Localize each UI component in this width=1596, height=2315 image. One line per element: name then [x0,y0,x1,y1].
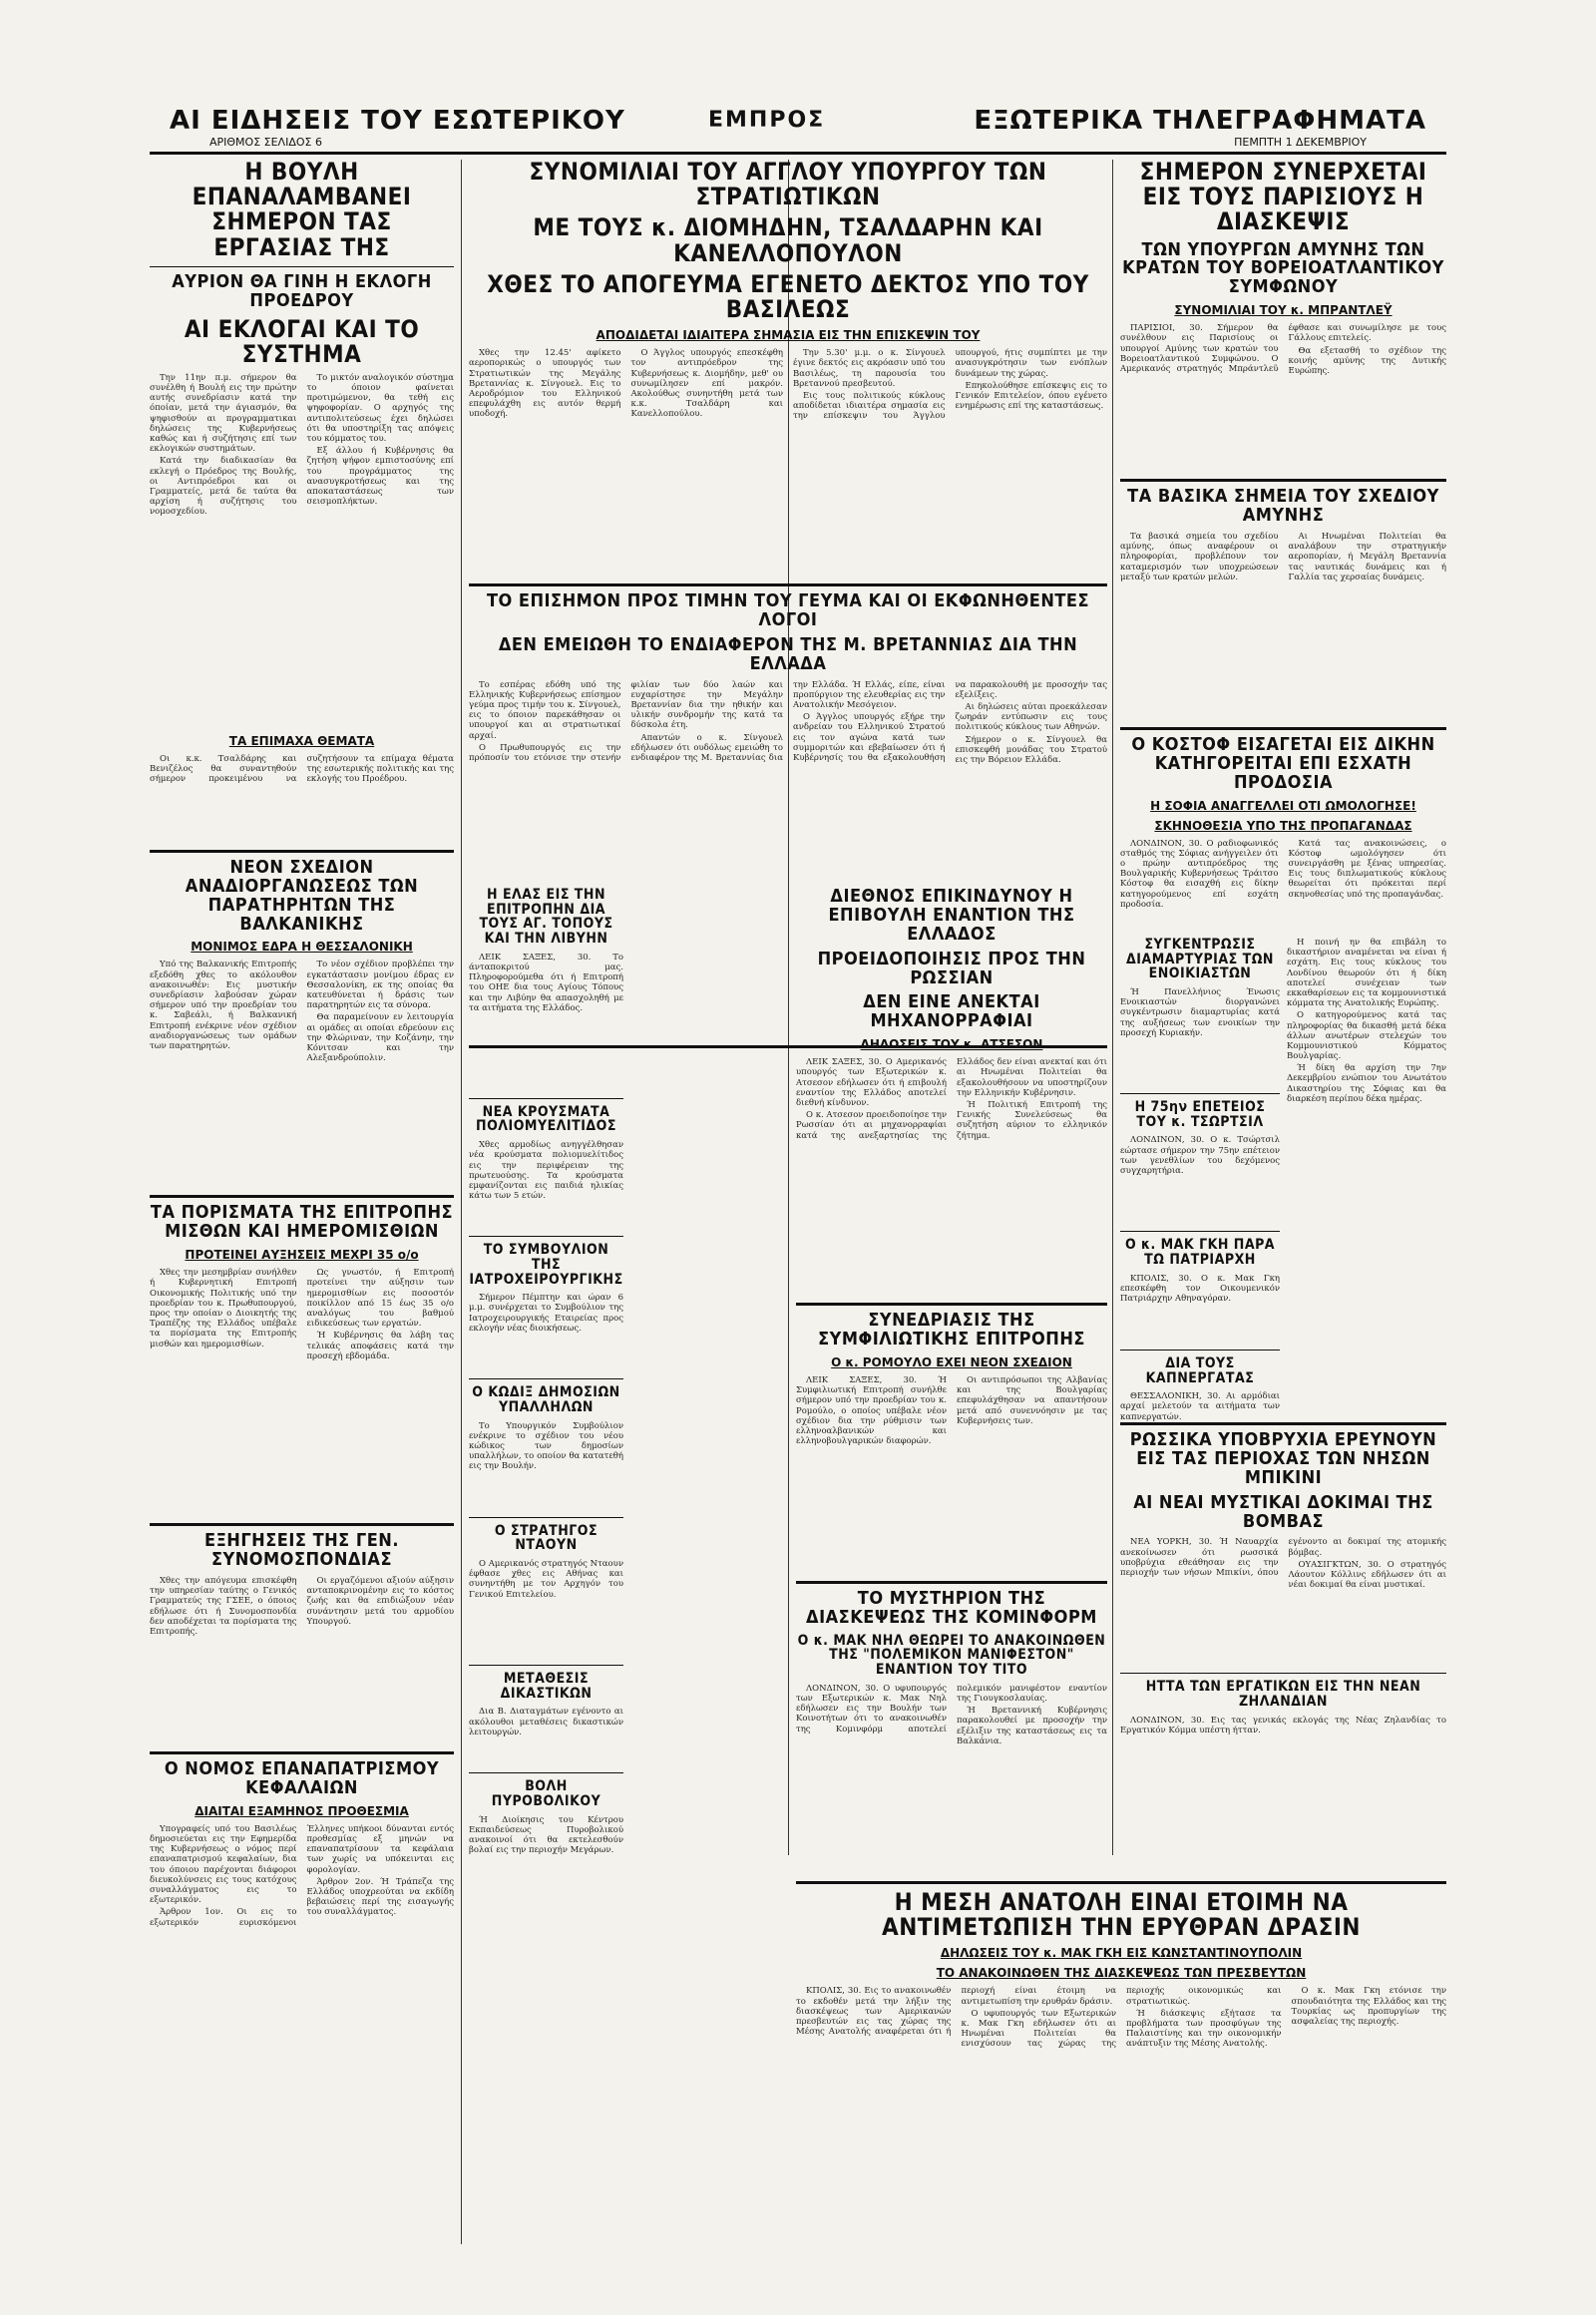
article-body: Το Υπουργικόν Συμβούλιον ενέκρινε το σχέδιον του νέου κώδικος των δημοσίων υπαλλήλων, το οποίον θα κατατεθή εις την Βουλήν. [469,1420,623,1472]
article-body: ΘΕΣΣΑΛΟΝΙΚΗ, 30. Αι αρμόδιαι αρχαί μελετούν τα αιτήματα των καπνεργατών. [1120,1391,1280,1422]
headline-exigiseis: ΕΞΗΓΗΣΕΙΣ ΤΗΣ ΓΕΝ. ΣΥΝΟΜΟΣΠΟΝΔΙΑΣ [204,1530,399,1571]
headline-iatrox: ΤΟ ΣΥΜΒΟΥΛΙΟΝ ΤΗΣ ΙΑΤΡΟΧΕΙΡΟΥΡΓΙΚΗΣ [469,1242,623,1288]
headline-voli: ΒΟΛΗ ΠΥΡΟΒΟΛΙΚΟΥ [491,1778,601,1809]
article-body: ΛΕΙΚ ΣΑΞΕΣ, 30. Το άνταποκριτού μας. Πληροφορούμεθα ότι ή Επιτροπή του ΟΗΕ δια τους Αγίους Τόπους και την Λιβύην θα απασχοληθή με τα αιτήματα της Ελλάδος. [469,952,623,1013]
article-body: Ή Διοίκησις του Κέντρου Εκπαιδεύσεως Πυροβολικού ανακοινοί ότι θα εκτελεσθούν βολαί εις την περιοχήν Μεγάρων. [469,1814,623,1856]
middle-east-article [796,1875,1446,2185]
headline-nomos: Ο ΝΟΜΟΣ ΕΠΑΝΑΠΑΤΡΙΣΜΟΥ ΚΕΦΑΛΑΙΩΝ [164,1758,440,1798]
headline-proeidopoiisis: ΠΡΟΕΙΔΟΠΟΙΗΣΙΣ ΠΡΟΣ ΤΗΝ ΡΩΣΣΙΑΝ [817,948,1086,988]
article-body: Τα βασικά σημεία του σχεδίου αμύνης, όπως αναφέρουν οι πληροφορίαι, προβλέπουν τον καταμερισμόν των υποχρεώσεων μεταξύ των κρατών μελών. Αι Ηνωμέναι Πολιτείαι θα αναλάβουν την στρατηγικήν αεροπορίαν, ή Μεγάλη Βρεταννία τας ναυτικάς δυνάμεις και ή Γαλλία τας χερσαίας δυνάμεις. [1120,532,1446,582]
article-body: Οι κ.κ. Τσαλδάρης και Βενιζέλος θα συναντηθούν σήμερον προκειμένου να συζητήσουν τα επίμαχα θέματα της εσωτερικής πολιτικής και της εκλογής του Προέδρου. [150,753,454,785]
headline-metatheseis: ΜΕΤΑΘΕΣΙΣ ΔΙΚΑΣΤΙΚΩΝ [500,1670,593,1702]
column-divider [461,160,462,2244]
article-body: ΛΟΝΔΙΝΟΝ, 30. Εις τας γενικάς εκλογάς της Νέας Ζηλανδίας το Εργατικόν Κόμμα υπέστη ήτταν. [1120,1715,1446,1736]
headline-kostof: Ο ΚΟΣΤΟΦ ΕΙΣΑΓΕΤΑΙ ΕΙΣ ΔΙΚΗΝ ΚΑΤΗΓΟΡΕΙΤΑΙ ΕΠΙ ΕΣΧΑΤΗ ΠΡΟΔΟΣΙΑ [1131,734,1435,793]
subhead-thessaloniki: ΜΟΝΙΜΟΣ ΕΔΡΑ Η ΘΕΣΣΑΛΟΝΙΚΗ [191,940,413,955]
headline-zilandia: ΗΤΤΑ ΤΩΝ ΕΡΓΑΤΙΚΩΝ ΕΙΣ ΤΗΝ ΝΕΑΝ ΖΗΛΑΝΔΙΑΝ [1145,1679,1421,1711]
headline-ntaoyn: Ο ΣΤΡΑΤΗΓΟΣ ΝΤΑΟΥΝ [494,1522,598,1554]
headline-elas: Η ΕΛΑΣ ΕΙΣ ΤΗΝ ΕΠΙΤΡΟΠΗΝ ΔΙΑ ΤΟΥΣ ΑΓ. ΤΟΠΟΥΣ ΚΑΙ ΤΗΝ ΛΙΒΥΗΝ [479,887,613,948]
page-number-label: ΑΡΙΘΜΟΣ ΣΕΛΙΔΟΣ 6 [209,136,322,149]
masthead-left-title: ΑΙ ΕΙΔΗΣΕΙΣ ΤΟΥ ΕΣΩΤΕΡΙΚΟΥ [170,106,625,136]
headline-dokimai: ΑΙ ΝΕΑΙ ΜΥΣΤΙΚΑΙ ΔΟΚΙΜΑΙ ΤΗΣ ΒΟΜΒΑΣ [1133,1491,1433,1532]
subhead-presbeuton: ΤΟ ΑΝΑΚΟΙΝΩΘΕΝ ΤΗΣ ΔΙΑΣΚΕΨΕΩΣ ΤΩΝ ΠΡΕΣΒΕΥΤΩΝ [936,1966,1307,1981]
article-body: Χθες την απόγευμα επισκέφθη την υπηρεσίαν ταύτης ο Γενικός Γραμματεύς της ΓΣΕΕ, ο όποιος εδήλωσε ότι ή Συνομοσπονδία δεν αποδέχεται τα πορίσματα της Επιτροπής. Οι εργαζόμενοι αξιούν αύξησιν ανταποκρινομένην εις το κόστος ζωής και θα επιδιώξουν νέαν συνάντησιν μετά του αρμοδίου Υπουργού. [150,1576,454,1637]
article-body: Χθες αρμοδίως ανηγγέλθησαν νέα κρούσματα πολιομυελίτιδος εις την περιφέρειαν της πρωτευούσης. Τα κρούσματα εμφανίζονται εις παιδιά ηλικίας κάτω των 5 ετών. [469,1140,623,1202]
article-body: Δια Β. Διαταγμάτων εγένοντο αι ακόλουθοι μεταθέσεις δικαστικών λειτουργών. [469,1707,623,1737]
article-body: ΚΠΟΛΙΣ, 30. Εις το ανακοινωθέν το εκδοθέν μετά την λήξιν της διασκέψεως των Αμερικανών πρεσβευτών εις τας χώρας της Μέσης Ανατολής αναφέρεται ότι ή περιοχή είναι έτοιμη να αντιμετωπίση την ερυθράν δράσιν. Ο υφυπουργός των Εξωτερικών κ. Μακ Γκη εδήλωσεν ότι αι Ηνωμέναι Πολιτείαι θα ενισχύσουν τας χώρας της περιοχής οικονομικώς και στρατιωτικώς. Ή διάσκεψις εξήτασε τα προβλήματα των προσφύγων της Παλαιστίνης και την οικονομικήν ανάπτυξιν της Μέσης Ανατολής. Ο κ. Μακ Γκη ετόνισε την σπουδαιότητα της Ελλάδος και της Τουρκίας ως προπυργίων της ασφαλείας της περιοχής. [796,1986,1446,2050]
headline-ekloges-systema: ΑΙ ΕΚΛΟΓΑΙ ΚΑΙ ΤΟ ΣΥΣΤΗΜΑ [184,314,420,368]
column-3 [796,888,1107,1853]
article-body: ΛΟΝΔΙΝΟΝ, 30. Ο ραδιοφωνικός σταθμός της Σόφιας ανήγγειλεν ότι ο πρώην αντιπρόεδρος της Βουλγαρικής Κυβερνήσεως Τράιτσο Κόστοφ θα εισαχθή εις δίκην κατηγορούμενος επί εσχάτη προδοσία. Κατά τας ανακοινώσεις, ο Κόστοφ ωμολόγησεν ότι συνειργάσθη με ξένας υπηρεσίας. Εις τους διπλωματικούς κύκλους θεωρείται ότι πρόκειται περί σκηνοθεσίας υπό της προπαγάνδας. [1120,838,1446,910]
date-label: ΠΕΜΠΤΗ 1 ΔΕΚΕΜΒΡΙΟΥ [1234,136,1367,149]
article-body: ΝΕΑ ΥΟΡΚΗ, 30. Ή Ναυαρχία ανεκοίνωσεν ότι ρωσσικά υποβρύχια εθεάθησαν εις την περιοχήν των νήσων Μπικίνι, όπου εγένοντο αι δοκιμαί της ατομικής βόμβας. ΟΥΑΣΙΓΚΤΩΝ, 30. Ο στρατηγός Λάουτον Κόλλινς εδήλωσεν ότι αι νέαι δοκιμαί θα είναι μυστικαί. [1120,1537,1446,1591]
headline-mixanorrafiai: ΔΕΝ ΕΙΝΕ ΑΝΕΚΤΑΙ ΜΗΧΑΝΟΡΡΑΦΙΑΙ [863,991,1040,1032]
article-body: ΠΑΡΙΣΙΟΙ, 30. Σήμερον θα συνέλθουν εις Παρισίους οι υπουργοί Αμύνης των κρατών του Βορειοατλαντικού Συμφώνου. Ο Αμερικανός στρατηγός Μπράντλεϋ έφθασε και συνωμίλησε με τους Γάλλους επιτελείς. Θα εξετασθή το σχέδιον της κοινής αμύνης της Δυτικής Ευρώπης. [1120,323,1446,376]
headline-mak-nil: Ο κ. ΜΑΚ ΝΗΛ ΘΕΩΡΕΙ ΤΟ ΑΝΑΚΟΙΝΩΘΕΝ ΤΗΣ "ΠΟΛΕΜΙΚΟΝ ΜΑΝΙΦΕΣΤΟΝ" ΕΝΑΝΤΙΟΝ ΤΟΥ ΤΙΤΟ [797,1632,1106,1679]
article-body: ΛΟΝΔΙΝΟΝ, 30. Ο κ. Τσώρτσιλ εώρτασε σήμερον την 75ην επέτειον των γενεθλίων του δεχόμενος συγχαρητήρια. [1120,1135,1280,1176]
headline-diethnos: ΔΙΕΘΝΟΣ ΕΠΙΚΙΝΔΥΝΟΥ Η ΕΠΙΒΟΥΛΗ ΕΝΑΝΤΙΟΝ ΤΗΣ ΕΛΛΑΔΟΣ [828,886,1075,945]
headline-vasika-simeia: ΤΑ ΒΑΣΙΚΑ ΣΗΜΕΙΑ ΤΟΥ ΣΧΕΔΙΟΥ ΑΜΥΝΗΣ [1127,486,1439,527]
column-4b-lower [1287,938,1446,1386]
column-4a-lower [1120,938,1280,1461]
article-body: Ή Πανελλήνιος Ένωσις Ενοικιαστών διοργανώνει συγκέντρωσιν διαμαρτυρίας κατά της αυξήσεως των ενοικίων την προσεχή Κυριακήν. [1120,987,1280,1038]
subhead-atseson: ΔΗΛΩΣΕΙΣ ΤΟΥ κ. ΑΤΣΕΣΟΝ [860,1037,1043,1052]
headline-mak-gki-patriarxi: Ο κ. ΜΑΚ ΓΚΗ ΠΑΡΑ ΤΩ ΠΑΤΡΙΑΡΧΗ [1124,1237,1276,1269]
article-body: Υπό της Βαλκανικής Επιτροπής εξεδόθη χθες το ακόλουθον ανακοινωθέν: Εις μυστικήν συνεδρίασιν λαβούσαν χώραν σήμερον υπό την προεδρίαν του κ. Σαβεάλι, ή Βαλκανική Επιτροπή ενέκρινε νέον σχέδιον αναδιοργανώσεως των ομάδων των παρατηρητών. Το νέον σχέδιον προβλέπει την εγκατάστασιν μονίμου έδρας εν Θεσσαλονίκη, εκ της οποίας θα κατευθύνεται ή δράσις των παρατηρητών εις τα σύνορα. Θα παραμείνουν εν λειτουργία αι ομάδες αι οποίαι εδρεύουν εις την Φλώριναν, την Κοζάνην, την Κόνιτσαν και την Αλεξανδρούπολιν. [150,960,454,1064]
headline-synomiliai: ΣΥΝΟΜΙΛΙΑΙ ΤΟΥ ΑΓΓΛΟΥ ΥΠΟΥΡΓΟΥ ΤΩΝ ΣΤΡΑΤΙΩΤΙΚΩΝ [529,158,1047,211]
article-body: ΛΕΙΚ ΣΑΞΕΣ, 30. Ο Αμερικανός υπουργός των Εξωτερικών κ. Ατσεσον εδήλωσεν ότι ή επιβουλή εναντίον της Ελλάδος αποτελεί διεθνή κίνδυνον. Ο κ. Ατσεσον προειδοποίησε την Ρωσσίαν ότι αι μηχανορραφίαι κατά της ανεξαρτησίας της Ελλάδος δεν είναι ανεκταί και ότι αι Ηνωμέναι Πολιτείαι θα εξακολουθήσουν να υποστηρίζουν την Ελληνικήν Κυβέρνησιν. Ή Πολιτική Επιτροπή της Γενικής Συνελεύσεως θα συζητήση αύριον το ελληνικόν ζήτημα. [796,1057,1107,1141]
headline-diomidin: ΜΕ ΤΟΥΣ κ. ΔΙΟΜΗΔΗΝ, ΤΣΑΛΔΑΡΗΝ ΚΑΙ ΚΑΝΕΛΛΟΠΟΥΛΟΝ [533,213,1043,267]
newspaper-page [150,100,1446,2244]
article-body: Χθες την 12.45' αφίκετο αεροπορικώς ο υπουργός των Στρατιωτικών της Μεγάλης Βρεταννίας κ. Σίνγουελ. Εις το Αεροδρόμιον του Ελληνικού επεφυλάχθη εις αυτόν θερμή υποδοχή. Ο Άγγλος υπουργός επεσκέφθη τον αντιπρόεδρον της Κυβερνήσεως κ. Διομήδην, μεθ' ου συνωμίλησεν επί μακρόν. Ακολούθως συνηντήθη μετά των κ.κ. Τσαλδάρη και Κανελλοπούλου. Την 5.30' μ.μ. ο κ. Σίνγουελ έγινε δεκτός εις ακρόασιν υπό του Βασιλέως, τη παρουσία του Βρεταννού πρεσβευτού. Εις τους πολιτικούς κύκλους αποδίδεται ιδιαιτέρα σημασία εις την επίσκεψιν του Άγγλου υπουργού, ήτις συμπίπτει με την ανασυγκρότησιν των ενόπλων δυνάμεων της χώρας. Επηκολούθησε επίσκεψις εις το Γενικόν Επιτελείον, όπου εγένετο ενημέρωσις επί της καταστάσεως. [469,348,1107,422]
headline-neon-sxedion: ΝΕΟΝ ΣΧΕΔΙΟΝ ΑΝΑΔΙΟΡΓΑΝΩΣΕΩΣ ΤΩΝ ΠΑΡΑΤΗΡΗΤΩΝ ΤΗΣ ΒΑΛΚΑΝΙΚΗΣ [185,856,419,935]
subhead-romoulo: Ο κ. ΡΟΜΟΥΛΟ ΕΧΕΙ ΝΕΟΝ ΣΧΕΔΙΟΝ [831,1355,1072,1370]
headline-tsortsil: Η 75ην ΕΠΕΤΕΙΟΣ ΤΟΥ κ. ΤΣΩΡΤΣΙΛ [1134,1099,1266,1130]
headline-kodix: Ο ΚΩΔΙΞ ΔΗΜΟΣΙΩΝ ΥΠΑΛΛΗΛΩΝ [472,1384,620,1415]
article-body: ΚΠΟΛΙΣ, 30. Ο κ. Μακ Γκη επεσκέφθη τον Οικουμενικόν Πατριάρχην Αθηναγόραν. [1120,1273,1280,1305]
column-4-bikini [1120,1416,1446,1775]
headline-kroysmata: ΝΕΑ ΚΡΟΥΣΜΑΤΑ ΠΟΛΙΟΜΥΕΛΙΤΙΔΟΣ [476,1103,616,1135]
article-body: Το εσπέρας εδόθη υπό της Ελληνικής Κυβερνήσεως επίσημον γεύμα προς τιμήν του κ. Σίνγουελ, εις το όποιον παρεκάθησαν οι υπουργοί και αι στρατιωτικαί αρχαί. Ο Πρωθυπουργός εις την πρόποσίν του ετόνισε την στενήν φιλίαν των δύο λαών και ευχαρίστησε την Μεγάλην Βρεταννίαν δια την ηθικήν και υλικήν συνδρομήν της κατά τα δύσκολα έτη. Απαντών ο κ. Σίνγουελ εδήλωσεν ότι ουδόλως εμειώθη το ενδιαφέρον της Μ. Βρεταννίας δια την Ελλάδα. Ή Ελλάς, είπε, είναι προπύργιον της ελευθερίας εις την Ανατολικήν Μεσόγειον. Ο Άγγλος υπουργός εξήρε την ανδρείαν του Ελληνικού Στρατού εις τον αγώνα κατά των συμμοριτών και εβεβαίωσεν ότι ή Κυβέρνησίς του θα εξακολουθήση να παρακολουθή με προσοχήν τας εξελίξεις. Αι δηλώσεις αύται προεκάλεσαν ζωηράν εντύπωσιν εις τους πολιτικούς κύκλους των Αθηνών. Σήμερον ο κ. Σίνγουελ θα επισκεφθή μονάδας του Στρατού εις την Βόρειον Ελλάδα. [469,679,1107,765]
subhead-sofia: Η ΣΟΦΙΑ ΑΝΑΓΓΕΛΛΕΙ ΟΤΙ ΩΜΟΛΟΓΗΣΕ! [1150,798,1416,813]
article-body: ΛΕΙΚ ΣΑΞΕΣ, 30. Ή Συμφιλιωτική Επιτροπή συνήλθε σήμερον υπό την προεδρίαν του κ. Ρομούλο, ο οποίος υπέβαλε νέον σχέδιον δια την ρύθμισιν των ελληνοαλβανικών και ελληνοβουλγαρικών διαφορών. Οι αντιπρόσωποι της Αλβανίας και της Βουλγαρίας επεφυλάχθησαν να απαντήσουν μετά από συνεννόησιν με τας Κυβερνήσεις των. [796,1375,1107,1447]
column-2a-lower [469,888,623,1915]
headline-endiaferon: ΔΕΝ ΕΜΕΙΩΘΗ ΤΟ ΕΝΔΙΑΦΕΡΟΝ ΤΗΣ Μ. ΒΡΕΤΑΝΝΙΑΣ ΔΙΑ ΤΗΝ ΕΛΛΑΔΑ [498,633,1078,674]
headline-simeron: ΣΗΜΕΡΟΝ ΣΥΝΕΡΧΕΤΑΙ ΕΙΣ ΤΟΥΣ ΠΑΡΙΣΙΟΥΣ Η ΔΙΑΣΚΕΨΙΣ [1139,158,1427,236]
newspaper-name: ΕΜΠΡΟΣ [708,108,826,133]
headline-kapnergates: ΔΙΑ ΤΟΥΣ ΚΑΠΝΕΡΓΑΤΑΣ [1145,1354,1255,1386]
article-body: Ο Αμερικανός στρατηγός Νταουν έφθασε χθες εις Αθήνας και συνηντήθη με τον Αρχηγόν του Γενικού Επιτελείου. [469,1558,623,1600]
headline-ypourgon: ΤΩΝ ΥΠΟΥΡΓΩΝ ΑΜΥΝΗΣ ΤΩΝ ΚΡΑΤΩΝ ΤΟΥ ΒΟΡΕΙΟΑΤΛΑΝΤΙΚΟΥ ΣΥΜΦΩΝΟΥ [1122,238,1444,298]
headline-kominform: ΤΟ ΜΥΣΤΗΡΙΟΝ ΤΗΣ ΔΙΑΣΚΕΨΕΩΣ ΤΗΣ ΚΟΜΙΝΦΟΡΜ [806,1588,1097,1628]
subhead-propaganda: ΣΚΗΝΟΘΕΣΙΑ ΥΠΟ ΤΗΣ ΠΡΟΠΑΓΑΝΔΑΣ [1154,818,1412,833]
article-body: Υπογραφείς υπό του Βασιλέως δημοσιεύεται εις την Εφημερίδα της Κυβερνήσεως ο νόμος περί επαναπατρισμού κεφαλαίων, δια του όποιου παρέχονται διάφοροι διευκολύνσεις εις τους κατόχους συναλλάγματος εις το εξωτερικόν. Άρθρον 1ον. Οι εις το εξωτερικόν ευρισκόμενοι Έλληνες υπήκοοι δύνανται εντός προθεσμίας εξ μηνών να επαναπατρίσουν τα κεφάλαια των χωρίς να υπόκεινται εις φορολογίαν. Άρθρον 2ον. Ή Τράπεζα της Ελλάδος υποχρεούται να εκδίδη βεβαιώσεις περί της εισαγωγής του συναλλάγματος. [150,1823,454,1928]
headline-ypovryxia: ΡΩΣΣΙΚΑ ΥΠΟΒΡΥΧΙΑ ΕΡΕΥΝΟΥΝ ΕΙΣ ΤΑΣ ΠΕΡΙΟΧΑΣ ΤΩΝ ΝΗΣΩΝ ΜΠΙΚΙΝΙ [1129,1429,1437,1488]
headline-syngentrosis: ΣΥΓΚΕΝΤΡΩΣΙΣ ΔΙΑΜΑΡΤΥΡΙΑΣ ΤΩΝ ΕΝΟΙΚΙΑΣΤΩΝ [1126,937,1274,982]
headline-vouli: Η ΒΟΥΛΗ ΕΠΑΝΑΛΑΜΒΑΝΕΙ ΣΗΜΕΡΟΝ ΤΑΣ ΕΡΓΑΣΙΑΣ ΤΗΣ [192,158,412,261]
article-body: Την 11ην π.μ. σήμερον θα συνέλθη ή Βουλή εις την πρώτην αυτής συνεδρίασιν κατά την όποίαν, μετά την άγιασμόν, θα ψηφισθούν αι προγραμματικαι δηλώσεις της Κυβερνήσεως καθώς και ή συζήτησις επί των εκλογικών συστημάτων. Κατά την διαδικασίαν θα εκλεγή ο Πρόεδρος της Βουλής, οι Αντιπρόεδροι και οι Γραμματείς, μετά δε ταύτα θα αρχίση ή συζήτησις του νομοσχεδίου. Το μικτόν αναλογικόν σύστημα το όποιον φαίνεται προτιμώμενον, θα τεθή εις ψηφοφορίαν. Ο αρχηγός της αντιπολιτεύσεως έχει δηλώσει ότι θα υποστηρίξη τας απόψεις του κόμματος του. Εξ άλλου ή Κυβέρνησις θα ζητήση ψήφον εμπιστοσύνης επί του προγράμματος της ανασυγκροτήσεως και της αποκαταστάσεως των σεισμοπλήκτων. [150,372,454,518]
subhead-brantlei: ΣΥΝΟΜΙΛΙΑΙ ΤΟΥ κ. ΜΠΡΑΝΤΛΕΫ [1174,303,1393,318]
subhead-afxiseis: ΠΡΟΤΕΙΝΕΙ ΑΥΞΗΣΕΙΣ ΜΕΧΡΙ 35 ο/ο [185,1248,419,1263]
masthead-right-title: ΕΞΩΤΕΡΙΚΑ ΤΗΛΕΓΡΑΦΗΜΑΤΑ [974,106,1426,136]
column-1 [150,160,454,2094]
article-body: Σήμερον Πέμπτην και ώραν 6 μ.μ. συνέρχεται το Συμβούλιον της Ιατροχειρουργικής Εταιρείας προς εκλογήν νέας διοικήσεως. [469,1293,623,1334]
headline-vasileos: ΧΘΕΣ ΤΟ ΑΠΟΓΕΥΜΑ ΕΓΕΝΕΤΟ ΔΕΚΤΟΣ ΥΠΟ ΤΟΥ ΒΑΣΙΛΕΩΣ [487,269,1089,323]
subhead-kpolis: ΔΗΛΩΣΕΙΣ ΤΟΥ κ. ΜΑΚ ΓΚΗ ΕΙΣ ΚΩΝΣΤΑΝΤΙΝΟΥΠΟΛΙΝ [940,1946,1303,1961]
headline-synedriasis: ΣΥΝΕΔΡΙΑΣΙΣ ΤΗΣ ΣΥΜΦΙΛΙΩΤΙΚΗΣ ΕΠΙΤΡΟΠΗΣ [818,1310,1085,1350]
subhead-epimaxa: ΤΑ ΕΠΙΜΑΧΑ ΘΕΜΑΤΑ [228,733,375,748]
article-body: Χθες την μεσημβρίαν συνήλθεν ή Κυβερνητική Επιτροπή Οικονομικής Πολιτικής υπό την προεδρίαν του κ. Πρωθυπουργού, προς την οποίαν ο Διοικητής της Τραπέζης της Ελλάδος υπέβαλε τα πορίσματα της Επιτροπής μισθών και ημερομισθίων. Ως γνωστόν, ή Επιτροπή προτείνει την αύξησιν των ημερομισθίων εις ποσοστόν ποικίλλον από 15 έως 35 ο/ο αναλόγως του βαθμού ειδικεύσεως των εργατών. Ή Κυβέρνησις θα λάβη τας τελικάς αποφάσεις κατά την προσεχή εβδομάδα. [150,1268,454,1361]
headline-mesi-anatoli: Η ΜΕΣΗ ΑΝΑΤΟΛΗ ΕΙΝΑΙ ΕΤΟΙΜΗ ΝΑ ΑΝΤΙΜΕΤΩΠΙΣΗ ΤΗΝ ΕΡΥΘΡΑΝ ΔΡΑΣΙΝ [882,1888,1361,1942]
subhead-episkepsis: ΑΠΟΔΙΔΕΤΑΙ ΙΔΙΑΙΤΕΡΑ ΣΗΜΑΣΙΑ ΕΙΣ ΤΗΝ ΕΠΙΣΚΕΨΙΝ ΤΟΥ [596,328,981,343]
headline-geuma: ΤΟ ΕΠΙΣΗΜΟΝ ΠΡΟΣ ΤΙΜΗΝ ΤΟΥ ΓΕΥΜΑ ΚΑΙ ΟΙ ΕΚΦΩΝΗΘΕΝΤΕΣ ΛΟΓΟΙ [486,590,1090,631]
column-divider [1112,160,1113,1855]
article-body: Η ποινή ην θα επιβάλη το δικαστήριον αναμένεται να είναι ή εσχάτη. Εις τους κύκλους του Λονδίνου θεωρούν ότι ή δίκη αποτελεί συνέχειαν των εκκαθαρίσεων εις τα κομμουνιστικά κόμματα της Ανατολικής Ευρώπης. Ο κατηγορούμενος κατά τας πληροφορίας θα δικασθή μετά δέκα άλλων ανωτέρων στελεχών του Κομμουνιστικού Κόμματος Βουλγαρίας. Ή δίκη θα αρχίση την 7ην Δεκεμβρίου ενώπιον του Ανωτάτου Δικαστηρίου της Σόφιας και θα διαρκέση περίπου δέκα ημέρας. [1287,938,1446,1104]
article-body: ΛΟΝΔΙΝΟΝ, 30. Ο υφυπουργός των Εξωτερικών κ. Μακ Νηλ εδήλωσεν εις την Βουλήν των Κοινοτήτων ότι το ανακοινωθέν της Κομινφόρμ αποτελεί πολεμικόν μανιφέστον εναντίον της Γιουγκοσλαυίας. Ή Βρεταννική Κυβέρνησις παρακολουθεί με προσοχήν την εξέλιξιν της καταστάσεως εις τα Βαλκάνια. [796,1683,1107,1746]
subhead-prothesmia: ΔΙΑΙΤΑΙ ΕΞΑΜΗΝΟΣ ΠΡΟΘΕΣΜΙΑ [195,1803,409,1818]
headline-porismata: ΤΑ ΠΟΡΙΣΜΑΤΑ ΤΗΣ ΕΠΙΤΡΟΠΗΣ ΜΙΣΘΩΝ ΚΑΙ ΗΜΕΡΟΜΙΣΘΙΩΝ [150,1202,454,1243]
masthead [150,100,1446,155]
headline-ekloge: ΑΥΡΙΟΝ ΘΑ ΓΙΝΗ Η ΕΚΛΟΓΗ ΠΡΟΕΔΡΟΥ [172,270,432,311]
